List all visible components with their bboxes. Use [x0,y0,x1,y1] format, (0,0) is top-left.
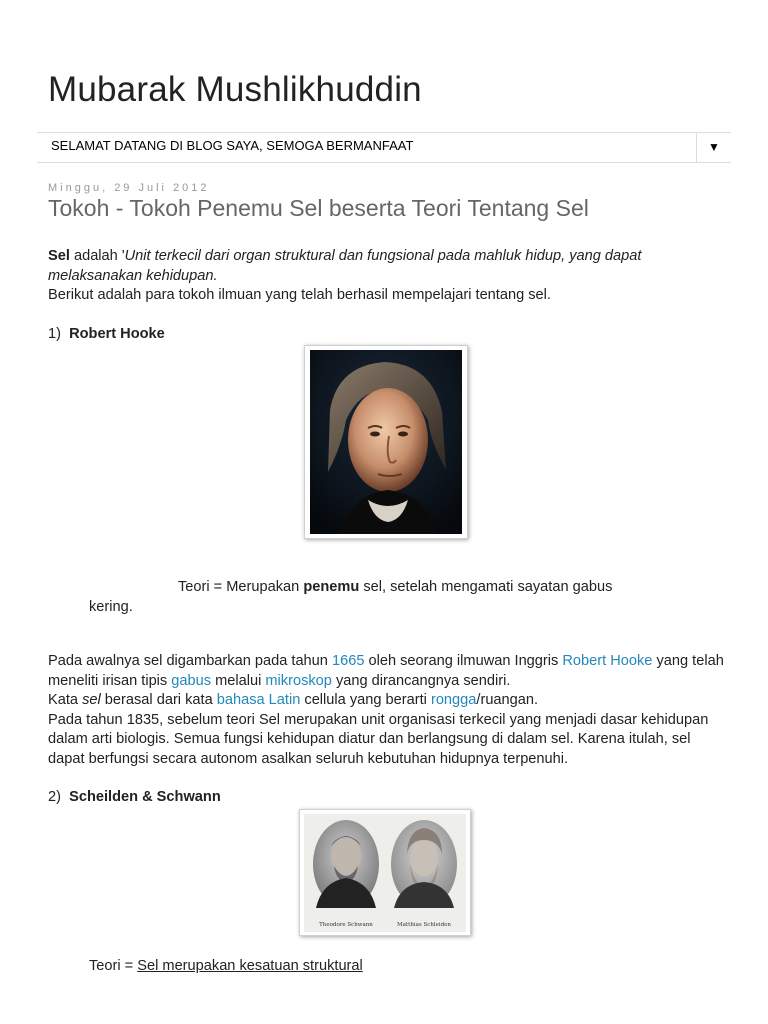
post-date: Minggu, 29 Juli 2012 [48,182,210,194]
link-mikroskop[interactable]: mikroskop [265,672,332,689]
p1-text-c: yang telah meneliti irisan tipis [48,653,724,689]
p1-text-e: yang dirancangnya sendiri. [331,672,511,689]
section2-theory-prefix: Teori = [89,958,138,974]
p1-text-a: Pada awalnya sel digambarkan pada tahun [48,653,332,669]
intro-term: Sel [48,248,70,264]
intro-adalah: adalah ' [69,248,125,264]
dropdown-arrow-icon[interactable]: ▼ [696,133,731,162]
portrait-image [310,350,462,534]
p3-text: Pada tahun 1835, sebelum teori Sel merupakan unit organisasi terkecil yang menjadi dasar kehidupan dalam arti biologis. Semua fungsi kehidupan diatur dan berlangsung di dalam sel. Karena itulah, sel dapat berfungsi secara autonom asalkan seluruh kebutuhan hidupnya terpenuhi. [48,711,709,767]
section1-theory-prefix: Teori = Merupakan [178,579,304,595]
intro-line2: Berikut adalah para tokoh ilmuan yang telah berhasil mempelajari tentang sel. [48,287,551,303]
link-rongga[interactable]: rongga [430,692,477,708]
p1-text-b: oleh seorang ilmuwan Inggris [364,653,563,669]
section1-paragraph [48,652,728,769]
section1-theory-suffix: sel, setelah mengamati sayatan gabus [359,579,613,595]
link-gabus[interactable]: gabus [171,672,212,689]
section1-heading [48,325,728,345]
p2-text-d: /ruangan. [476,692,539,708]
intro-paragraph [48,247,728,306]
section1-theory-line2: kering. [89,599,133,615]
pages-nav-bar [37,132,731,163]
section2-theory [89,957,689,977]
section2-name: Scheilden & Schwann [69,789,221,805]
post-title[interactable]: Tokoh - Tokoh Penemu Sel beserta Teori Tentang Sel [48,195,589,221]
portrait-pair-image [304,814,466,932]
caption-right: Matthias Schleiden [397,922,451,928]
link-robert-hooke[interactable]: Robert Hooke [562,653,653,669]
section2-number: 2) [48,789,61,805]
p2-text-b: berasal dari kata [100,692,217,708]
section1-number: 1) [48,326,61,342]
section1-name: Robert Hooke [69,326,165,342]
nav-page-link[interactable]: SELAMAT DATANG DI BLOG SAYA, SEMOGA BERMANFAAT [51,138,414,153]
blog-title[interactable]: Mubarak Mushlikhuddin [48,70,422,109]
link-bahasa-latin[interactable]: bahasa Latin [216,692,301,708]
section2-heading [48,788,728,808]
p1-text-d: melalui [211,672,266,689]
p2-text-a: Kata [48,692,83,708]
section1-theory-bold: penemu [303,579,360,595]
robert-hooke-photo[interactable] [304,345,468,539]
p2-text-c: cellula yang berarti [300,692,431,708]
schleiden-schwann-photo[interactable] [299,809,471,936]
intro-definition: Unit terkecil dari organ struktural dan fungsional pada mahluk hidup, yang dapat melaksanakan kehidupan. [48,248,642,284]
caption-left: Theodore Schwann [319,922,373,928]
section2-theory-underlined: Sel merupakan kesatuan struktural [137,958,363,974]
p2-sel-italic: sel [82,692,101,708]
link-1665[interactable]: 1665 [331,653,365,669]
section1-theory [178,578,738,598]
